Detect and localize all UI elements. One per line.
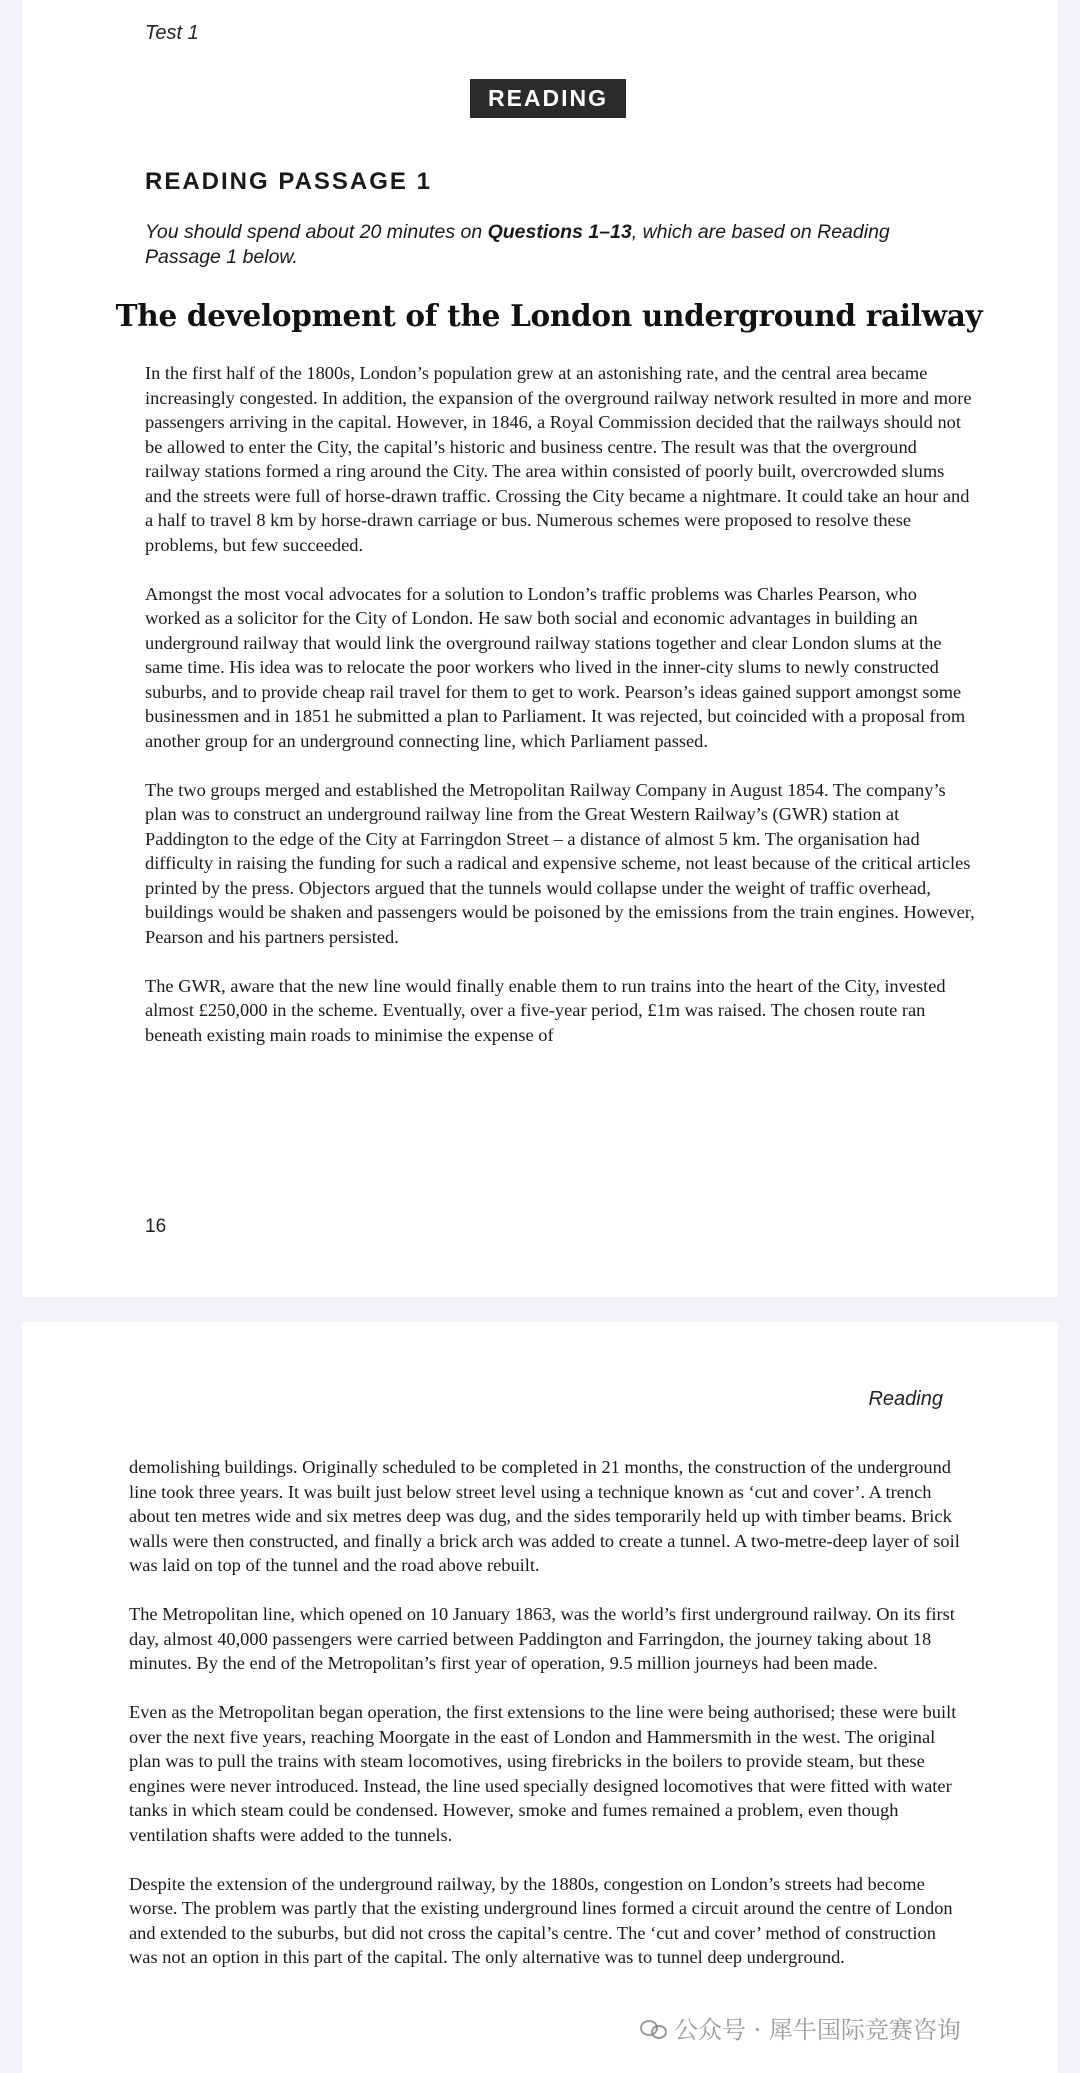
section-badge: READING xyxy=(470,79,626,118)
exam-page-17 xyxy=(22,1322,1058,2073)
paragraph: Even as the Metropolitan began operation, the first extensions to the line were being authorised; these were built over the next five years, reaching Moorgate in the east of London and Hammersmith in the west. The original plan was to pull the trains with steam locomotives, using firebricks in the boilers to provide steam, but these engines were never introduced. Instead, the line used specially designed locomotives that were fitted with water tanks in which steam could be condensed. However, smoke and fumes remained a problem, even though ventilation shafts were added to the tunnels. xyxy=(129,1702,957,1845)
running-head-reading: Reading xyxy=(868,1388,943,1410)
passage-heading: READING PASSAGE 1 xyxy=(145,168,432,195)
instruction-prefix: You should spend about 20 minutes on xyxy=(145,221,488,243)
instruction-questions: Questions 1–13 xyxy=(487,221,632,243)
paragraph: The two groups merged and established the Metropolitan Railway Company in August 1854. The company’s plan was to construct an underground railway line from the Great Western Railway’s (GWR) station at Paddington to the edge of the City at Farringdon Street – a distance of almost 5 km. The organisation had difficulty in raising the funding for such a radical and expensive scheme, not least because of the critical articles printed by the press. Objectors argued that the tunnels would collapse under the weight of traffic overhead, buildings would be shaken and passengers would be poisoned by the emissions from the train engines. However, Pearson and his partners persisted. xyxy=(145,779,975,947)
paragraph: The GWR, aware that the new line would finally enable them to run trains into the heart of the City, invested almost £250,000 in the scheme. Eventually, over a five-year period, £1m was raised. The chosen route ran beneath existing main roads to minimise the expense of xyxy=(145,975,946,1045)
instruction-suffix: , which are based on Reading Passage 1 below. xyxy=(145,221,890,268)
instruction-text xyxy=(145,220,965,270)
running-head-test: Test 1 xyxy=(145,22,199,44)
wechat-icon xyxy=(640,2018,666,2038)
page-number: 16 xyxy=(145,1216,167,1237)
article-title: The development of the London underground railway xyxy=(115,298,983,333)
watermark xyxy=(640,2010,961,2045)
paragraph: demolishing buildings. Originally scheduled to be completed in 21 months, the construction of the underground line took three years. It was built just below street level using a technique known as ‘cut and cover’. A trench about ten metres wide and six metres deep was dug, and the sides temporarily held up with timber beams. Brick walls were then constructed, and finally a brick arch was added to create a tunnel. A two-metre-deep layer of soil was laid on top of the tunnel and the road above rebuilt. xyxy=(129,1457,960,1575)
paragraph: Amongst the most vocal advocates for a solution to London’s traffic problems was Charles Pearson, who worked as a solicitor for the City of London. He saw both social and economic advantages in building an underground railway that would link the overground railway stations together and clear London slums at the same time. His idea was to relocate the poor workers who lived in the inner-city slums to newly constructed suburbs, and to provide cheap rail travel for them to get to work. Pearson’s ideas gained support amongst some businessmen and in 1851 he submitted a plan to Parliament. It was rejected, but coincided with a proposal from another group for an underground connecting line, which Parliament passed. xyxy=(145,583,966,751)
exam-page-16 xyxy=(22,0,1058,1297)
paragraph: The Metropolitan line, which opened on 10 January 1863, was the world’s first underground railway. On its first day, almost 40,000 passengers were carried between Paddington and Farringdon, the journey taking about 18 minutes. By the end of the Metropolitan’s first year of operation, 9.5 million journeys had been made. xyxy=(129,1604,955,1673)
watermark-text: 公众号 · 犀牛国际竞赛咨询 xyxy=(674,2016,961,2044)
paragraph: In the first half of the 1800s, London’s population grew at an astonishing rate, and the central area became increasingly congested. In addition, the expansion of the overground railway network resulted in more and more passengers arriving in the capital. However, in 1846, a Royal Commission decided that the railways should not be allowed to enter the City, the capital’s historic and business centre. The result was that the overground railway stations formed a ring around the City. The area within consisted of poorly built, overcrowded slums and the streets were full of horse-drawn traffic. Crossing the City became a nightmare. It could take an hour and a half to travel 8 km by horse-drawn carriage or bus. Numerous schemes were proposed to resolve these problems, but few succeeded. xyxy=(145,363,972,555)
article-body xyxy=(145,361,975,1072)
paragraph: Despite the extension of the underground railway, by the 1880s, congestion on London’s streets had become worse. The problem was partly that the existing underground lines formed a circuit around the centre of London and extended to the suburbs, but did not cross the capital’s centre. The ‘cut and cover’ method of construction was not an option in this part of the capital. The only alternative was to tunnel deep underground. xyxy=(129,1873,953,1967)
article-body-continued xyxy=(129,1455,961,1994)
